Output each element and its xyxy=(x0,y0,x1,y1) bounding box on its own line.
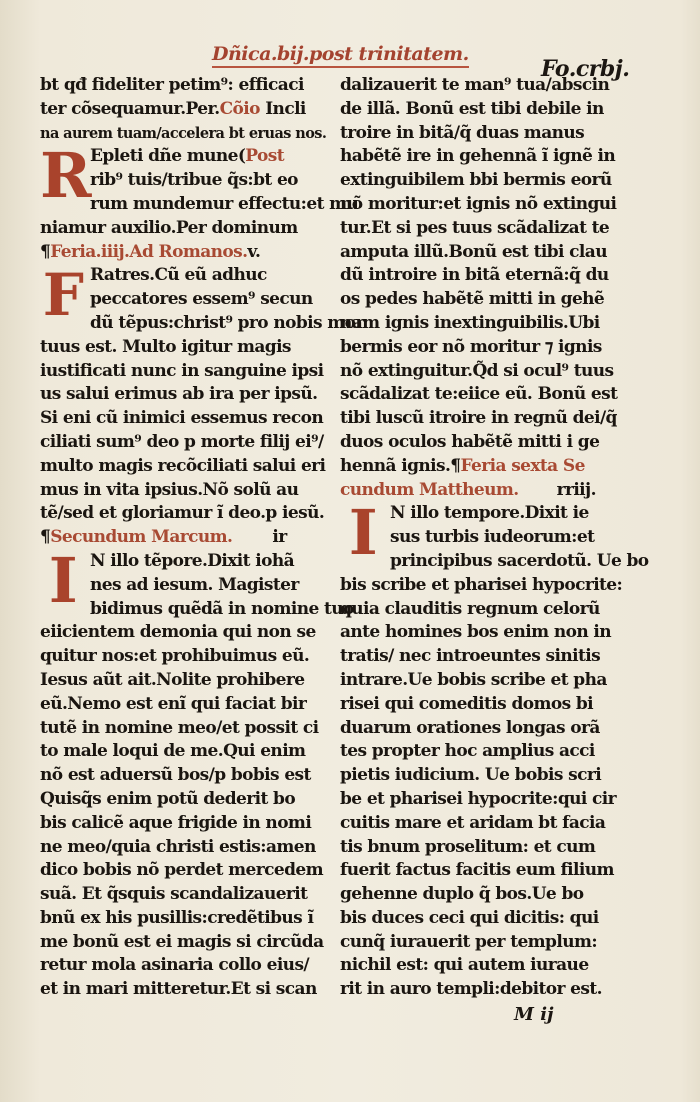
text-line: cunq̃ iurauerit per templum: xyxy=(340,931,598,952)
text-line: cuitis mare et aridam bt facia xyxy=(340,812,606,833)
text-line: scãdalizat te:eiice eũ. Bonũ est xyxy=(340,384,618,405)
text-line: Ratres.Cũ eũ adhuc xyxy=(90,265,267,286)
text-line: tratis/ nec introeuntes sinitis xyxy=(340,646,601,667)
text-line: pietis iudicium. Ue bobis scri xyxy=(340,765,602,786)
text-line: sus turbis iudeorum:et xyxy=(390,527,595,548)
initial-capital-f: F xyxy=(42,261,84,330)
text-line: Si eni cũ inimici essemus recon xyxy=(40,408,324,429)
text-line: us salui erimus ab ira per ipsũ. xyxy=(40,384,318,405)
text-line: intrare.Ue bobis scribe et pha xyxy=(340,669,607,690)
feria-heading: hennã ignis.¶Feria sexta Se xyxy=(340,455,585,476)
text-line: habẽtẽ ire in gehennã ĩ ignẽ in xyxy=(340,146,616,167)
gospel-heading: cundum Mattheum. rriij. xyxy=(340,479,596,500)
text-line: bt qđ fideliter petim⁹: efficaci xyxy=(40,75,304,95)
text-line: bis scribe et pharisei hypocrite: xyxy=(340,574,623,595)
left-text-column xyxy=(40,74,364,1002)
text-line: dalizauerit te man⁹ tua/abscin xyxy=(340,75,610,95)
text-line: quia clauditis regnum celorũ xyxy=(340,598,600,619)
text-line: tuus est. Multo igitur magis xyxy=(40,336,291,357)
text-line: extinguibilem bbi bermis eorũ xyxy=(340,170,612,191)
text-line: de illã. Bonũ est tibi debile in xyxy=(340,98,604,119)
text-line: me bonũ est ei magis si circũda xyxy=(40,931,324,952)
text-line: bermis eor nõ moritur ⁊ ignis xyxy=(340,336,602,357)
text-line: ne meo/quia christi estis:amen xyxy=(40,836,316,857)
text-line: tẽ/sed et gloriamur ĩ deo.p iesũ. xyxy=(40,503,325,524)
text-line: bidimus quẽdã in nomine tuo xyxy=(90,598,354,619)
text-line: ciliati sum⁹ deo p morte filij ei⁹/ xyxy=(40,431,324,452)
text-line: rit in auro templi:debitor est. xyxy=(340,979,602,1000)
text-line: rum mundemur effectu:et mu xyxy=(90,193,359,214)
paragraph-mark-icon: ¶ xyxy=(450,455,461,476)
text-line: principibus sacerdotũ. Ue bo xyxy=(390,550,649,571)
text-line: tur.Et si pes tuus scãdalizat te xyxy=(340,217,610,238)
text-line: peccatores essem⁹ secun xyxy=(90,289,313,310)
text-line: dico bobis nõ perdet mercedem xyxy=(40,860,323,881)
text-line: nõ extinguitur.Q̃d si ocul⁹ tuus xyxy=(340,360,614,381)
folio-number: Fo.crbj. xyxy=(541,56,630,82)
text-line: ter cõsequamur.Per.Cõio Incli xyxy=(40,98,306,119)
signature-mark: M ij xyxy=(514,1004,554,1025)
text-line: amputa illũ.Bonũ est tibi clau xyxy=(340,241,607,262)
text-line: gehenne duplo q̃ bos.Ue bo xyxy=(340,884,584,905)
communion-rubric: Cõio xyxy=(219,98,260,119)
text-line: troire in bitã/q̃ duas manus xyxy=(340,122,585,143)
gospel-heading: ¶Secundum Marcum. ir xyxy=(40,527,287,548)
initial-capital-r: R xyxy=(40,139,91,213)
text-line: multo magis recõciliati salui eri xyxy=(40,455,326,476)
text-line: bis calicẽ aque frigide in nomi xyxy=(40,812,312,833)
text-line: eiicientem demonia qui non se xyxy=(40,622,316,643)
text-line: nichil est: qui autem iuraue xyxy=(340,955,589,976)
text-line: nes ad iesum. Magister xyxy=(90,574,299,595)
text-line: nõ est aduersũ bos/p bobis est xyxy=(40,765,311,786)
postcommunion-rubric: Post xyxy=(245,146,284,167)
text-line: dũ introire in bitã eternã:q̃ du xyxy=(340,265,609,286)
running-title: Dñica.bij.post trinitatem. xyxy=(212,42,469,68)
text-line: niamur auxilio.Per dominum xyxy=(40,217,298,238)
text-line: rib⁹ tuis/tribue q̃s:bt eo xyxy=(90,170,298,191)
text-line: tis bnum proselitum: et cum xyxy=(340,836,596,857)
text-line: Epleti dñe mune(Post xyxy=(90,146,284,167)
initial-capital-i: I xyxy=(348,496,378,570)
text-line: fuerit factus facitis eum filium xyxy=(340,860,614,881)
text-line: be et pharisei hypocrite:qui cir xyxy=(340,788,617,809)
text-line: nõ moritur:et ignis nõ extingui xyxy=(340,193,617,214)
text-line: tutẽ in nomine meo/et possit ci xyxy=(40,717,319,738)
text-line: dũ tẽpus:christ⁹ pro nobis mor xyxy=(90,312,364,333)
text-line: quitur nos:et prohibuimus eũ. xyxy=(40,646,310,667)
text-line: duarum orationes longas orã xyxy=(340,717,600,738)
text-line: tibi luscũ itroire in regnũ dei/q̃ xyxy=(340,408,617,429)
text-line: duos oculos habẽtẽ mitti i ge xyxy=(340,431,600,452)
text-line: to male loqui de me.Qui enim xyxy=(40,741,306,762)
text-line: risei qui comeditis domos bi xyxy=(340,693,594,714)
text-line: N illo tẽpore.Dixit iohã xyxy=(90,550,295,571)
paragraph-mark-icon: ¶ xyxy=(40,527,51,548)
text-line: na aurem tuam/accelera bt eruas nos. xyxy=(40,124,327,142)
text-line: nam ignis inextinguibilis.Ubi xyxy=(340,312,600,333)
text-line: bnũ ex his pusillis:credẽtibus ĩ xyxy=(40,907,314,928)
text-line: Iesus aũt ait.Nolite prohibere xyxy=(40,669,305,690)
text-line: N illo tempore.Dixit ie xyxy=(390,503,589,524)
text-line: ante homines bos enim non in xyxy=(340,622,612,643)
paragraph-mark-icon: ¶ xyxy=(40,241,51,262)
text-line: retur mola asinaria collo eius/ xyxy=(40,955,310,976)
feria-heading: ¶Feria.iiij.Ad Romanos.v. xyxy=(40,241,261,262)
initial-capital-i: I xyxy=(48,543,78,617)
text-line: suã. Et q̃squis scandalizauerit xyxy=(40,884,308,905)
text-line: tes propter hoc amplius acci xyxy=(340,741,595,762)
text-line: eũ.Nemo est enĩ qui faciat bir xyxy=(40,693,307,714)
text-line: iustificati nunc in sanguine ipsi xyxy=(40,360,324,381)
text-line: os pedes habẽtẽ mitti in gehẽ xyxy=(340,289,605,310)
text-line: bis duces ceci qui dicitis: qui xyxy=(340,907,599,928)
text-line: mus in vita ipsius.Nõ solũ au xyxy=(40,479,299,500)
text-line: Quisq̃s enim potũ dederit bo xyxy=(40,788,296,809)
right-text-column xyxy=(340,74,649,1002)
text-line: et in mari mitteretur.Et si scan xyxy=(40,979,317,1000)
